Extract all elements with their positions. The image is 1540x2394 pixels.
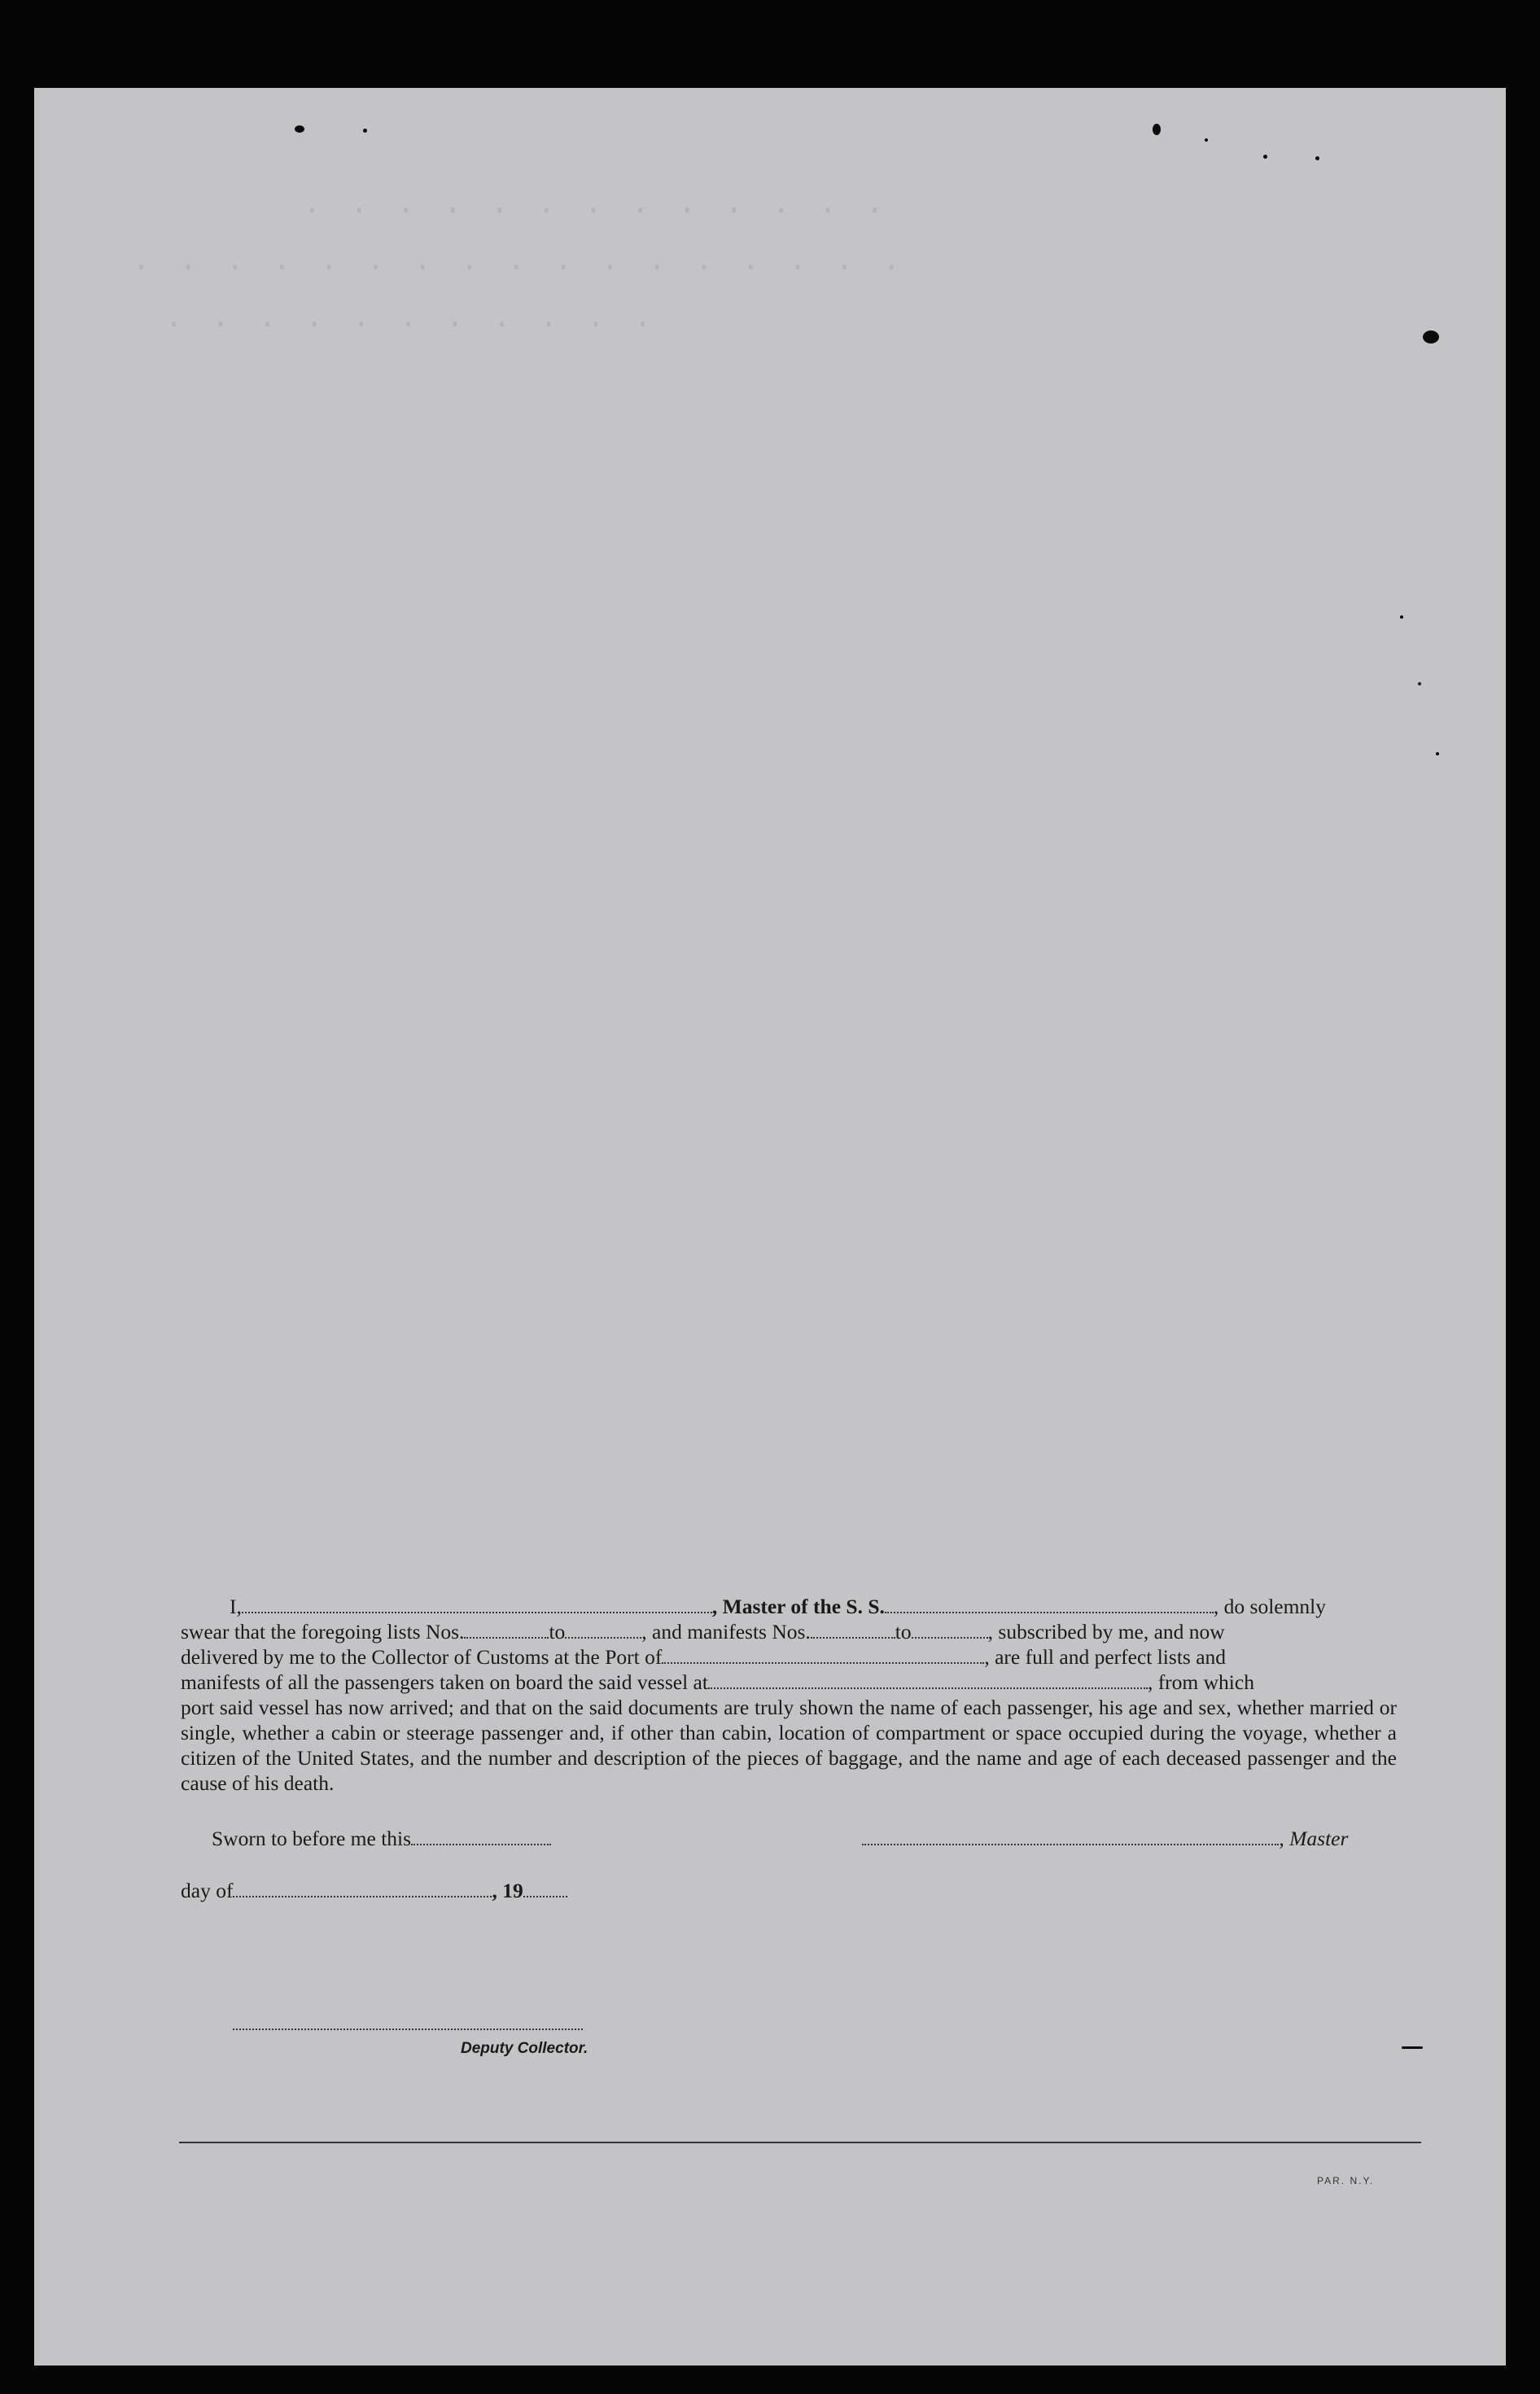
master-name-blank — [242, 1595, 712, 1613]
oath-text: , Master of the S. S. — [711, 1595, 885, 1618]
sworn-row — [181, 1827, 1397, 1851]
scan-speck — [1315, 156, 1319, 160]
lists-from-blank — [464, 1621, 549, 1639]
document-sheet — [34, 88, 1506, 2366]
oath-line-1 — [181, 1594, 1397, 1619]
scan-speck — [295, 125, 304, 133]
scan-speck — [1402, 2046, 1423, 2049]
deputy-collector-label: Deputy Collector. — [461, 2040, 588, 2057]
oath-text: I, — [230, 1595, 242, 1618]
sworn-label: Sworn to before me this — [212, 1827, 412, 1850]
oath-text: manifests of all the passengers taken on board the said vessel at — [181, 1670, 708, 1694]
scan-speck — [363, 129, 367, 133]
oath-text: delivered by me to the Collector of Customs at the Port of — [181, 1645, 663, 1669]
scan-speck — [1205, 138, 1208, 142]
deputy-collector-signature-line — [233, 2029, 583, 2030]
port-of-arrival-blank — [662, 1646, 984, 1664]
oath-text: swear that the foregoing lists Nos. — [181, 1620, 465, 1643]
oath-line-3 — [181, 1644, 1397, 1670]
scan-speck — [1436, 752, 1439, 755]
year-blank — [523, 1880, 567, 1897]
master-oath-paragraph — [181, 1594, 1397, 1796]
year-label: , 19 — [492, 1879, 523, 1902]
day-of-label: day of — [181, 1879, 234, 1902]
day-of-row — [181, 1879, 1397, 1903]
oath-text: , and manifests Nos. — [641, 1620, 811, 1643]
sworn-date-blank — [411, 1827, 551, 1845]
scan-speck — [1418, 682, 1421, 685]
lists-to-blank — [565, 1621, 641, 1639]
oath-body: port said vessel has now arrived; and that on the said documents are truly shown the name of each passenger, his age and sex, whether married or single, whether a cabin or steerage passenger and, if other than cabin, location of compartment or space occupied during the voyage, whether a citizen of the United States, and the number and description of the pieces of baggage, and the name and age of each deceased passenger and the cause of his death. — [181, 1696, 1397, 1795]
oath-text: , are full and perfect lists and — [984, 1645, 1227, 1669]
scan-speck — [1423, 330, 1439, 344]
oath-text: , from which — [1147, 1670, 1254, 1694]
oath-line-2 — [181, 1619, 1397, 1644]
scan-speck — [1153, 124, 1161, 135]
oath-line-4 — [181, 1670, 1397, 1695]
oath-text: , subscribed by me, and now — [987, 1620, 1225, 1643]
oath-text: to — [895, 1620, 912, 1643]
ship-name-blank — [885, 1595, 1214, 1613]
bleed-through-row: · · · · · · · · · · · — [164, 308, 657, 343]
oath-text: to — [549, 1620, 566, 1643]
manifests-to-blank — [912, 1621, 988, 1639]
oath-text: , do solemnly — [1213, 1595, 1327, 1618]
bleed-through-header: · · · · · · · · · · · · · — [303, 194, 890, 229]
master-label: , Master — [1279, 1827, 1349, 1850]
day-of-month-blank — [233, 1880, 492, 1897]
master-signature-blank — [862, 1827, 1279, 1845]
bleed-through-row: · · · · · · · · · · · · · · · · · — [132, 251, 906, 286]
printer-mark: PAR. N.Y. — [1317, 2175, 1375, 2186]
scan-speck — [1263, 155, 1267, 159]
port-of-departure-blank — [708, 1671, 1148, 1689]
bottom-rule — [179, 2142, 1421, 2143]
scan-speck — [1400, 615, 1403, 619]
manifests-from-blank — [811, 1621, 895, 1639]
